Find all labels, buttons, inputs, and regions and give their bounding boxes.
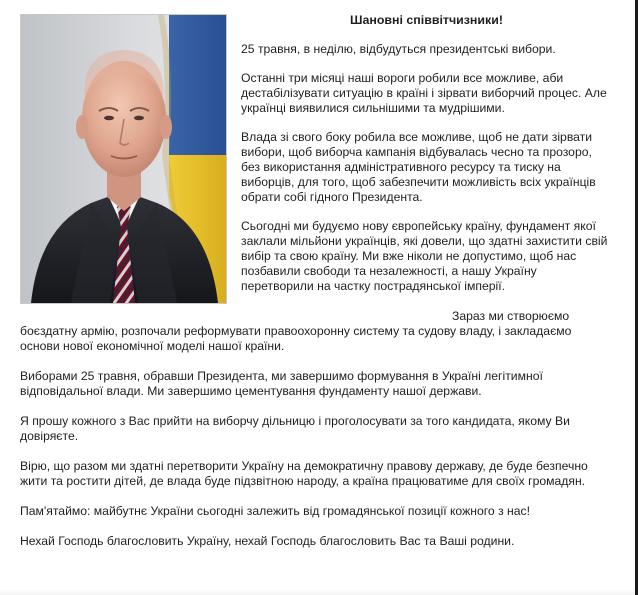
paragraph-vote-request: Я прошу кожного з Вас прийти на виборчу дільницю і проголосувати за того кандидата, якому Ви довіряєте. <box>20 414 570 443</box>
paragraph-elections-date: 25 травня, в неділю, відбудуться президентські вибори. <box>241 42 556 56</box>
page-bottom-fade <box>0 589 638 595</box>
portrait-photo <box>20 14 227 304</box>
paragraph-european-country: Сьогодні ми будуємо нову європейську країну, фундамент якої заклали мільйони українців, які довели, що здатні захистити свій вибір та свою країну. Ми вже ніколи не допустимо, щоб нас позбавили свободи та незалежності, а нашу Україну перетворили на частку пострадянської імперії. <box>241 219 608 293</box>
paragraph-legitimate-power: Виборами 25 травня, обравши Президента, ми завершимо формування в Україні легітимної відповідальної влади. Ми завершимо цементування фундаменту нашої держави. <box>20 369 543 398</box>
paragraph-belief: Вірю, що разом ми здатні перетворити Україну на демократичну правову державу, де буде безпечно жити та ростити дітей, де влада буде підзвітною народу, а країна працюватиме для своїх громадян. <box>20 459 588 488</box>
paragraph-blessing: Нехай Господь благословить Україну, нехай Господь благословить Вас та Ваші родини. <box>20 534 515 548</box>
paragraph-army-reforms: Зараз ми створюємо боєздатну армію, розпочали реформувати правоохоронну систему та судову владу, і закладаємо основи нової економічної моделі нашої країни. <box>20 309 572 353</box>
paragraph-enemies: Останні три місяці наші вороги робили все можливе, аби дестабілізувати ситуацію в країні і зірвати виборчий процес. Але українці виявилися сильнішими та мудрішими. <box>241 71 607 115</box>
paragraph-authorities: Влада зі свого боку робила все можливе, щоб не дати зірвати вибори, щоб виборча кампанія відбувалась чесно та прозоро, без використання адміністративного ресурсу та тиску на виборців, для того, щоб забезпечити можливість всіх українців обрати собі гідного Президента. <box>241 130 596 204</box>
letter-title: Шановні співвітчизники! <box>350 13 503 27</box>
paragraph-remember: Пам'ятаймо: майбутнє України сьогодні залежить від громадянської позиції кожного з нас! <box>20 504 531 518</box>
letter-article <box>20 12 612 564</box>
portrait-image <box>21 15 226 303</box>
